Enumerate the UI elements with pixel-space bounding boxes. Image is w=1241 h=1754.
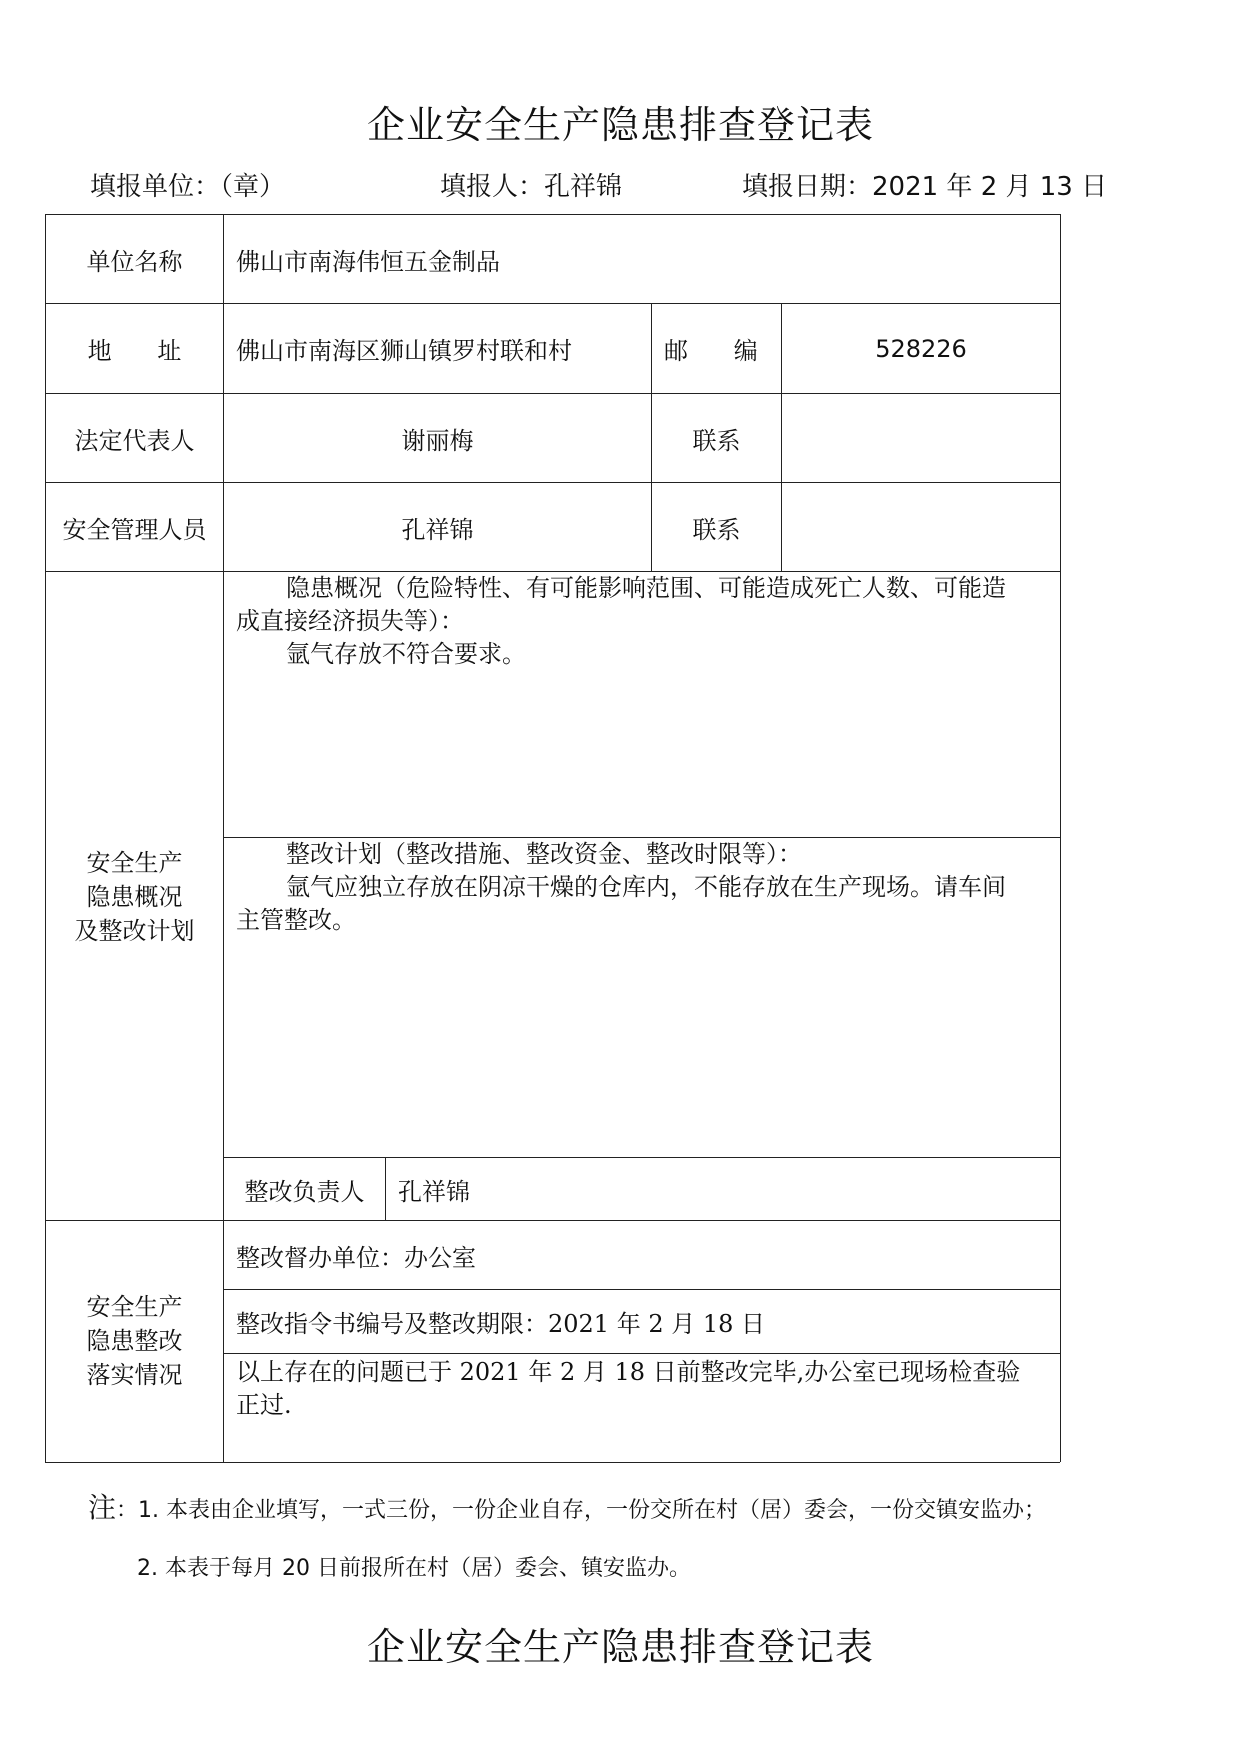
plan-heading: 整改计划（整改措施、整改资金、整改时限等）： xyxy=(286,840,802,868)
overview-heading: 隐患概况（危险特性、有可能影响范围、可能造成死亡人数、可能造 xyxy=(286,574,1006,602)
safety-manager-value: 孔祥锦 xyxy=(401,515,474,544)
unit-name-label: 单位名称 xyxy=(86,247,183,276)
result-text-cont: 正过. xyxy=(236,1391,292,1419)
rectification-plan xyxy=(236,838,1056,937)
responsible-label: 整改负责人 xyxy=(244,1177,365,1206)
address-value: 佛山市南海区狮山镇罗村联和村 xyxy=(236,337,572,365)
postcode-value: 528226 xyxy=(875,334,967,363)
rectification-order: 整改指令书编号及整改期限：2021 年 2 月 18 日 xyxy=(236,1310,766,1338)
postcode-label: 邮 编 xyxy=(664,337,758,365)
responsible-value: 孔祥锦 xyxy=(398,1177,470,1206)
implementation-section-label: 安全生产 隐患整改 落实情况 xyxy=(86,1293,183,1389)
safety-manager-label: 安全管理人员 xyxy=(62,515,207,544)
hazard-section-label: 安全生产 隐患概况 及整改计划 xyxy=(74,849,195,945)
hazard-overview xyxy=(236,572,1056,671)
note-line-1: 注：1. 本表由企业填写，一式三份，一份企业自存，一份交所在村（居）委会，一份交镇安监办； xyxy=(88,1491,1047,1524)
note-line-2: 2. 本表于每月 20 日前报所在村（居）委会、镇安监办。 xyxy=(137,1556,691,1581)
plan-text: 氩气应独立存放在阴凉干燥的仓库内，不能存放在生产现场。请车间 xyxy=(286,873,1006,901)
overview-heading-cont: 成直接经济损失等）： xyxy=(236,607,464,635)
overview-text: 氩气存放不符合要求。 xyxy=(286,640,526,668)
report-date: 填报日期：2021 年 2 月 13 日 xyxy=(742,172,1108,202)
address-label: 地 址 xyxy=(87,337,182,365)
note-prefix: 注 xyxy=(88,1491,117,1524)
rectification-result xyxy=(236,1356,1056,1422)
legal-rep-value: 谢丽梅 xyxy=(401,426,474,455)
result-text: 以上存在的问题已于 2021 年 2 月 18 日前整改完毕,办公室已现场检查验 xyxy=(236,1358,1021,1386)
legal-rep-label: 法定代表人 xyxy=(74,426,195,455)
unit-name-value: 佛山市南海伟恒五金制品 xyxy=(236,247,500,276)
supervising-unit: 整改督办单位：办公室 xyxy=(236,1243,476,1272)
next-form-title: 企业安全生产隐患排查登记表 xyxy=(366,1625,874,1669)
form-title: 企业安全生产隐患排查登记表 xyxy=(366,103,874,147)
plan-text-cont: 主管整改。 xyxy=(236,906,356,934)
legal-rep-contact-label: 联系 xyxy=(692,426,741,455)
reporter: 填报人：孔祥锦 xyxy=(440,172,623,202)
safety-manager-contact-label: 联系 xyxy=(692,515,741,544)
reporting-unit: 填报单位：（章） xyxy=(90,172,286,202)
